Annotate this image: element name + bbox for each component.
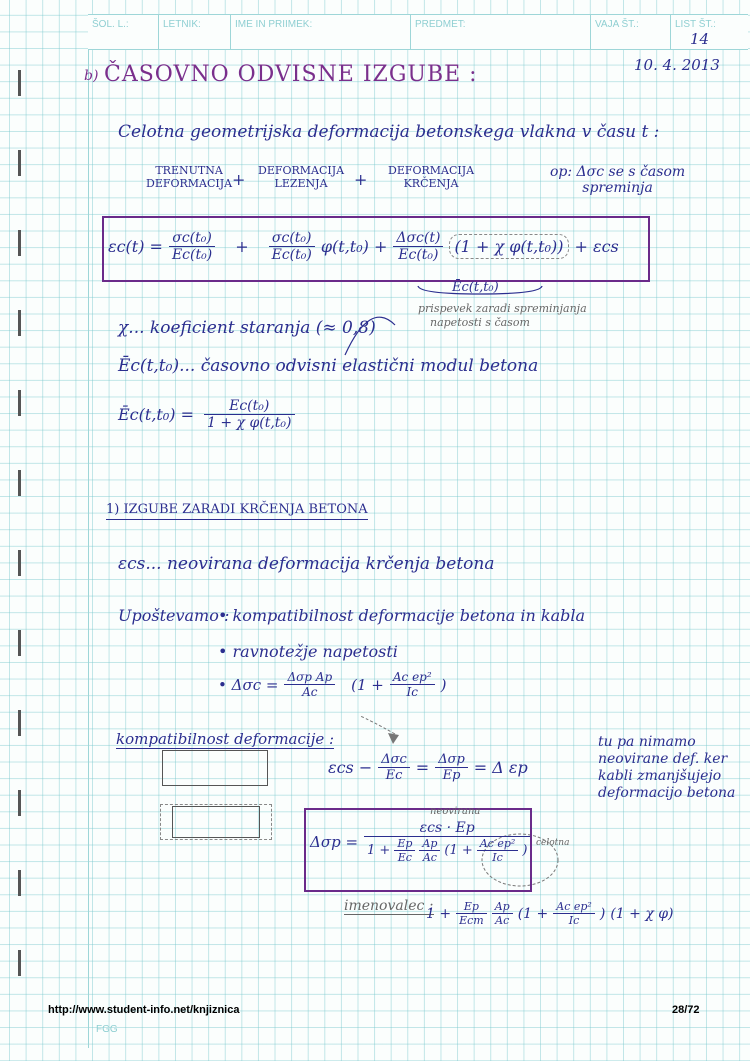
footer-school: FGG xyxy=(96,1024,118,1035)
section-marker: b) xyxy=(84,68,99,84)
main-formula: εc(t) = $\frac{\text{σc(t₀)}}{\text{Ec(t₀)}}$ + $\frac{\text{σc(t₀)}}{\text{Ec(t₀)}}$ φ(t,t₀) + $\frac{\text{Δσc(t)}}{\text{Ec(t₀)}}$ (1 + χ φ(t,t₀)) + εcs xyxy=(108,230,619,263)
ecs-definition: εcs... neovirana deformacija krčenja betona xyxy=(118,554,495,574)
chi-definition: χ... koeficient staranja (≈ 0,8) xyxy=(118,318,376,338)
header-sheet: LIST ŠT.: xyxy=(670,15,748,49)
term-instant: TRENUTNA DEFORMACIJA xyxy=(146,164,233,190)
section-title: ČASOVNO ODVISNE IZGUBE : xyxy=(104,62,478,87)
ec-bar-formula: Ēc(t,t₀) = $\frac{\text{Ec(t₀)}}{\text{1 + χ φ(t,t₀)}}$ xyxy=(118,398,295,431)
term-shrinkage: DEFORMACIJA KRČENJA xyxy=(388,164,475,190)
bullet-delta-sigma: • Δσc = $\frac{\text{Δσp Ap}}{Ac}$ (1 + $\frac{\text{Ac ep²}}{Ic}$ ) xyxy=(218,670,447,699)
under-note-1: prispevek zaradi spreminjanja xyxy=(418,302,587,315)
result-num-note: neovirana xyxy=(430,806,481,817)
compat-side-note: tu pa nimamo neovirane def. ker kabli zmanjšujejo deformacijo betona xyxy=(598,734,736,801)
bullet-equilibrium: • ravnotežje napetosti xyxy=(218,642,398,661)
result-side-mark: celotna xyxy=(536,838,570,848)
header-exercise: VAJA ŠT.: xyxy=(590,15,670,49)
compat-equation: εcs − $\frac{\text{Δσc}}{Ec}$ = $\frac{\text{Δσp}}{Ep}$ = Δ εp xyxy=(328,752,528,783)
header-letnik: LETNIK: xyxy=(158,15,230,49)
denominator-label: imenovalec : xyxy=(344,898,434,914)
header-name: IME IN PRIIMEK: xyxy=(230,15,410,49)
upostevamo-label: Upoštevamo : xyxy=(118,606,230,625)
header-sol: ŠOL. L.: xyxy=(92,19,129,30)
sheet-number: 14 xyxy=(690,30,710,48)
under-label: Ēc(t,t₀) xyxy=(452,280,499,295)
footer-url[interactable]: http://www.student-info.net/knjiznica xyxy=(48,1004,240,1016)
beam-sketch xyxy=(162,750,268,786)
plus-sign: + xyxy=(232,170,246,189)
beam-shortened-sketch xyxy=(172,806,260,838)
term-creep: DEFORMACIJA LEZENJA xyxy=(258,164,345,190)
header-subject: PREDMET: xyxy=(410,15,590,49)
result-formula: Δσp = εcs · Ep 1 + $\frac{Ep}{Ec}$ $\frac{Ap}{Ac}$ (1 + $\frac{\text{Ac ep²}}{Ic}$ ) xyxy=(310,820,530,864)
section-1-title: 1) IZGUBE ZARADI KRČENJA BETONA xyxy=(106,502,368,520)
plus-sign: + xyxy=(354,170,368,189)
under-note-2: napetosti s časom xyxy=(430,316,530,329)
denominator-expression: 1 + $\frac{Ep}{\text{Ecm}}$ $\frac{Ap}{Ac}$ (1 + $\frac{\text{Ac ep²}}{Ic}$ ) (1 + χ φ) xyxy=(426,900,674,927)
date: 10. 4. 2013 xyxy=(634,56,720,74)
intro-text: Celotna geometrijska deformacija betonskega vlakna v času t : xyxy=(118,122,660,142)
note-stress-change: op: Δσc se s časom spreminja xyxy=(550,164,686,196)
bullet-compatibility: • kompatibilnost deformacije betona in kabla xyxy=(218,606,586,625)
footer-page-number: 28/72 xyxy=(672,1004,700,1016)
ec-bar-definition: Ēc(t,t₀)... časovno odvisni elastični modul betona xyxy=(118,356,539,376)
compat-label: kompatibilnost deformacije : xyxy=(116,730,335,748)
